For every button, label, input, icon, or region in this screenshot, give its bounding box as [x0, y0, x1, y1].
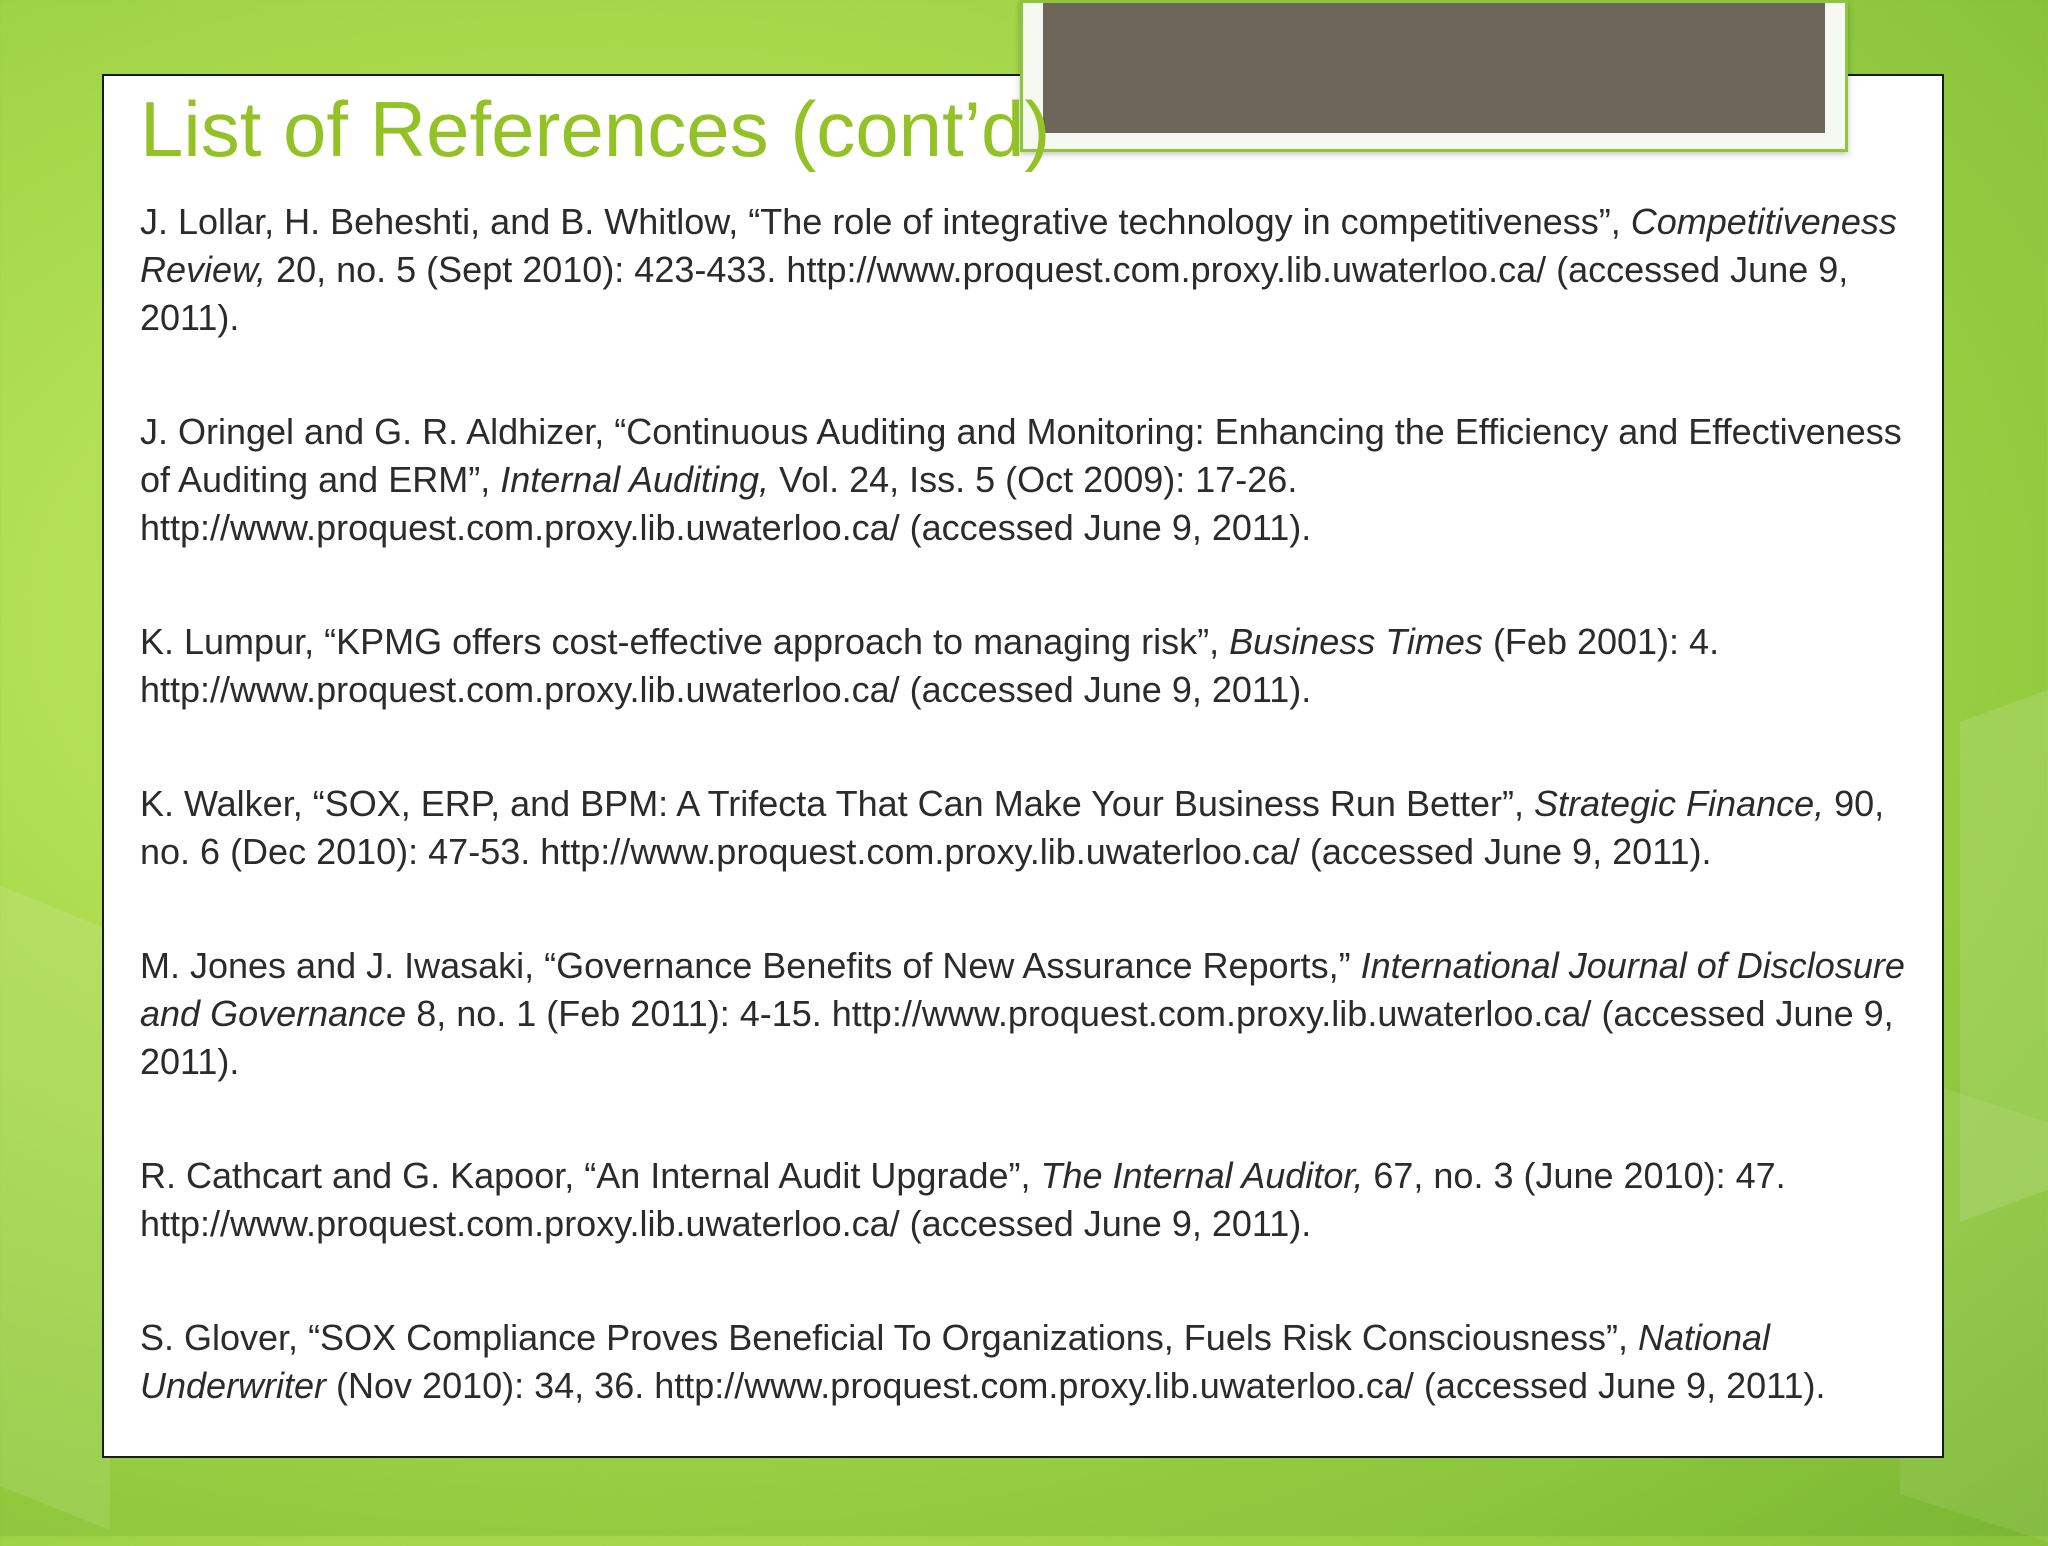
reference-details: 8, no. 1 (Feb 2011): 4-15. http://www.proquest.com.proxy.lib.uwaterloo.ca/ (accessed June 9, 2011). [140, 993, 1894, 1082]
reference-journal: International Journal of Disclosure and Governance [140, 945, 1905, 1034]
reference-journal: The Internal Auditor, [1040, 1155, 1364, 1196]
reference-item [140, 942, 1920, 1086]
reference-details: Vol. 24, Iss. 5 (Oct 2009): 17-26. http://www.proquest.com.proxy.lib.uwaterloo.ca/ (accessed June 9, 2011). [140, 459, 1312, 548]
reference-journal: Strategic Finance, [1533, 783, 1825, 824]
reference-item [140, 618, 1920, 714]
reference-details: 90, no. 6 (Dec 2010): 47-53. http://www.proquest.com.proxy.lib.uwaterloo.ca/ (accessed June 9, 2011). [140, 783, 1885, 872]
picture-placeholder-image [1043, 3, 1825, 133]
reference-text: J. Oringel and G. R. Aldhizer, “Continuous Auditing and Monitoring: Enhancing the Efficiency and Effectiveness of Auditing and ERM”, [140, 411, 1902, 500]
reference-item [140, 408, 1920, 552]
reference-journal: Business Times [1229, 621, 1483, 662]
reference-details: 20, no. 5 (Sept 2010): 423-433. http://www.proquest.com.proxy.lib.uwaterloo.ca/ (accessed June 9, 2011). [140, 249, 1849, 338]
reference-item [140, 1314, 1920, 1410]
reference-item [140, 198, 1920, 342]
reference-item [140, 1152, 1920, 1248]
reference-text: M. Jones and J. Iwasaki, “Governance Benefits of New Assurance Reports,” [140, 945, 1361, 986]
reference-journal: Internal Auditing, [500, 459, 770, 500]
slide-title: List of References (cont’d) [140, 85, 1051, 173]
reference-journal: National Underwriter [140, 1317, 1771, 1406]
reference-text: K. Walker, “SOX, ERP, and BPM: A Trifecta That Can Make Your Business Run Better”, [140, 783, 1534, 824]
reference-item [140, 780, 1920, 876]
reference-text: R. Cathcart and G. Kapoor, “An Internal Audit Upgrade”, [140, 1155, 1041, 1196]
reference-text: K. Lumpur, “KPMG offers cost-effective approach to managing risk”, [140, 621, 1230, 662]
reference-details: (Nov 2010): 34, 36. http://www.proquest.com.proxy.lib.uwaterloo.ca/ (accessed June 9, 2011). [326, 1365, 1826, 1406]
reference-details: 67, no. 3 (June 2010): 47. http://www.proquest.com.proxy.lib.uwaterloo.ca/ (accessed June 9, 2011). [140, 1155, 1786, 1244]
reference-journal: Competitiveness Review, [140, 201, 1897, 290]
reference-details: (Feb 2001): 4. http://www.proquest.com.proxy.lib.uwaterloo.ca/ (accessed June 9, 2011). [140, 621, 1720, 710]
reference-text: J. Lollar, H. Beheshti, and B. Whitlow, “The role of integrative technology in competitiveness”, [140, 201, 1631, 242]
reference-list [140, 198, 1920, 1410]
background-decoration [0, 870, 110, 1531]
reference-text: S. Glover, “SOX Compliance Proves Beneficial To Organizations, Fuels Risk Consciousness”, [140, 1317, 1638, 1358]
picture-placeholder [1020, 0, 1848, 152]
